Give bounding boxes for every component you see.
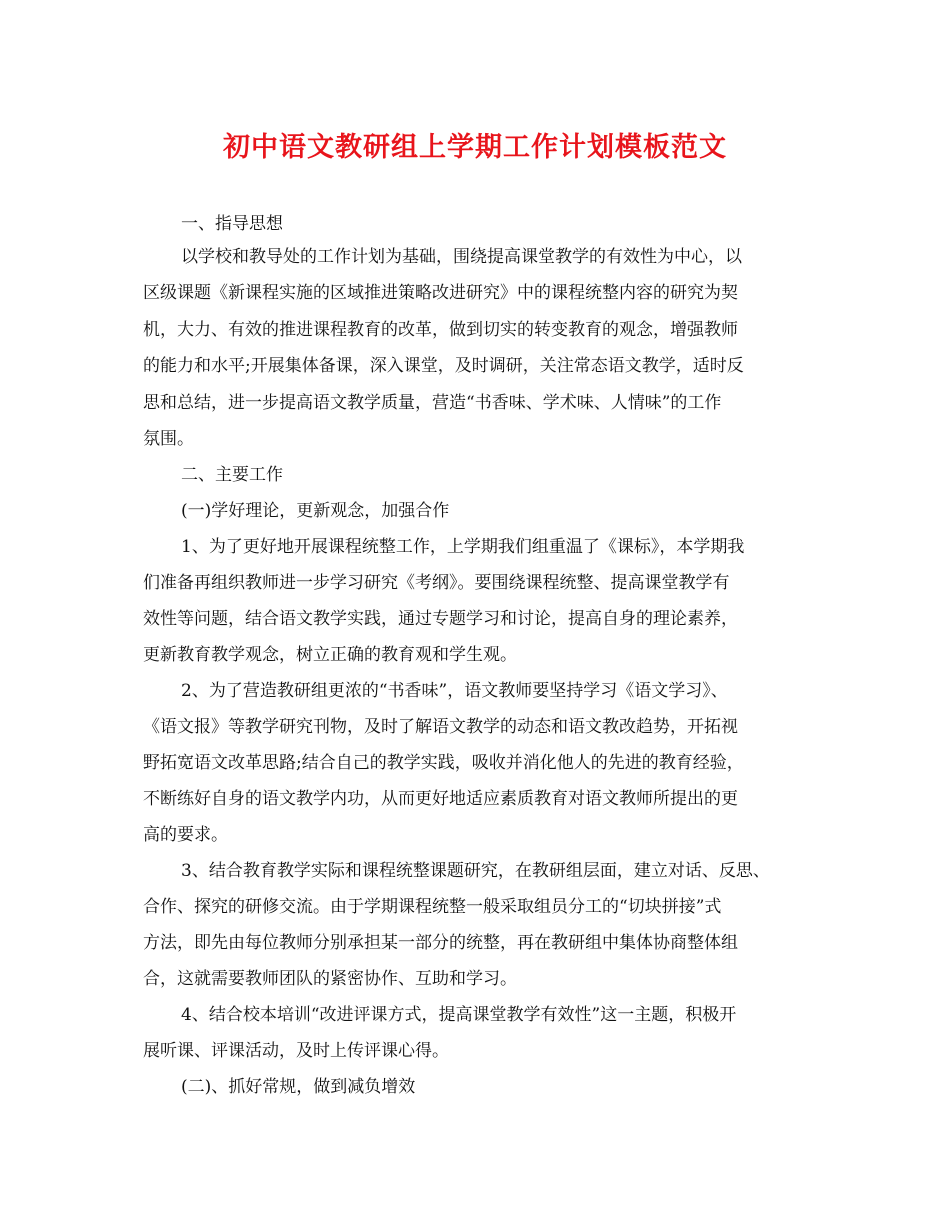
paragraph-line: 们准备再组织教师进一步学习研究《考纲》。要围绕课程统整、提高课堂教学有 bbox=[143, 573, 730, 593]
paragraph-line: 3、结合教育教学实际和课程统整课题研究，在教研组层面，建立对话、反思、 bbox=[181, 861, 770, 881]
paragraph-line: 以学校和教导处的工作计划为基础，围绕提高课堂教学的有效性为中心，以 bbox=[181, 247, 742, 267]
paragraph-line: 机，大力、有效的推进课程教育的改革，做到切实的转变教育的观念，增强教师 bbox=[143, 320, 738, 340]
section-heading: 一、指导思想 bbox=[181, 214, 283, 234]
subsection-heading: (一)学好理论，更新观念，加强合作 bbox=[181, 501, 450, 521]
paragraph-line: 1、为了更好地开展课程统整工作，上学期我们组重温了《课标》，本学期我 bbox=[181, 537, 745, 557]
paragraph-line: 氛围。 bbox=[143, 429, 194, 449]
paragraph-line: 2、为了营造教研组更浓的“书香味”，语文教师要坚持学习《语文学习》、 bbox=[181, 681, 728, 701]
paragraph-line: 4、结合校本培训“改进评课方式，提高课堂教学有效性”这一主题，积极开 bbox=[181, 1005, 737, 1025]
paragraph-line: 效性等问题，结合语文教学实践，通过专题学习和讨论，提高自身的理论素养， bbox=[143, 609, 738, 629]
paragraph-line: 合，这就需要教师团队的紧密协作、互助和学习。 bbox=[143, 969, 517, 989]
paragraph-line: 展听课、评课活动，及时上传评课心得。 bbox=[143, 1041, 449, 1061]
document-title: 初中语文教研组上学期工作计划模板范文 bbox=[223, 132, 727, 163]
paragraph-line: 的能力和水平;开展集体备课，深入课堂，及时调研，关注常态语文教学，适时反 bbox=[143, 356, 744, 376]
paragraph-line: 野拓宽语文改革思路;结合自己的教学实践，吸收并消化他人的先进的教育经验， bbox=[143, 753, 744, 773]
paragraph-line: 思和总结，进一步提高语文教学质量，营造“书香味、学术味、人情味”的工作 bbox=[143, 393, 722, 413]
paragraph-line: 合作、探究的研修交流。由于学期课程统整一般采取组员分工的“切块拼接”式 bbox=[143, 897, 722, 917]
paragraph-line: 方法，即先由每位教师分别承担某一部分的统整，再在教研组中集体协商整体组 bbox=[143, 933, 738, 953]
section-heading: 二、主要工作 bbox=[181, 465, 283, 485]
subsection-heading: (二)、抓好常规，做到减负增效 bbox=[181, 1077, 416, 1097]
paragraph-line: 《语文报》等教学研究刊物，及时了解语文教学的动态和语文教改趋势，开拓视 bbox=[143, 717, 738, 737]
paragraph-line: 高的要求。 bbox=[143, 825, 228, 845]
paragraph-line: 更新教育教学观念，树立正确的教育观和学生观。 bbox=[143, 645, 517, 665]
paragraph-line: 不断练好自身的语文教学内功，从而更好地适应素质教育对语文教师所提出的更 bbox=[143, 789, 738, 809]
paragraph-line: 区级课题《新课程实施的区域推进策略改进研究》中的课程统整内容的研究为契 bbox=[143, 283, 738, 303]
